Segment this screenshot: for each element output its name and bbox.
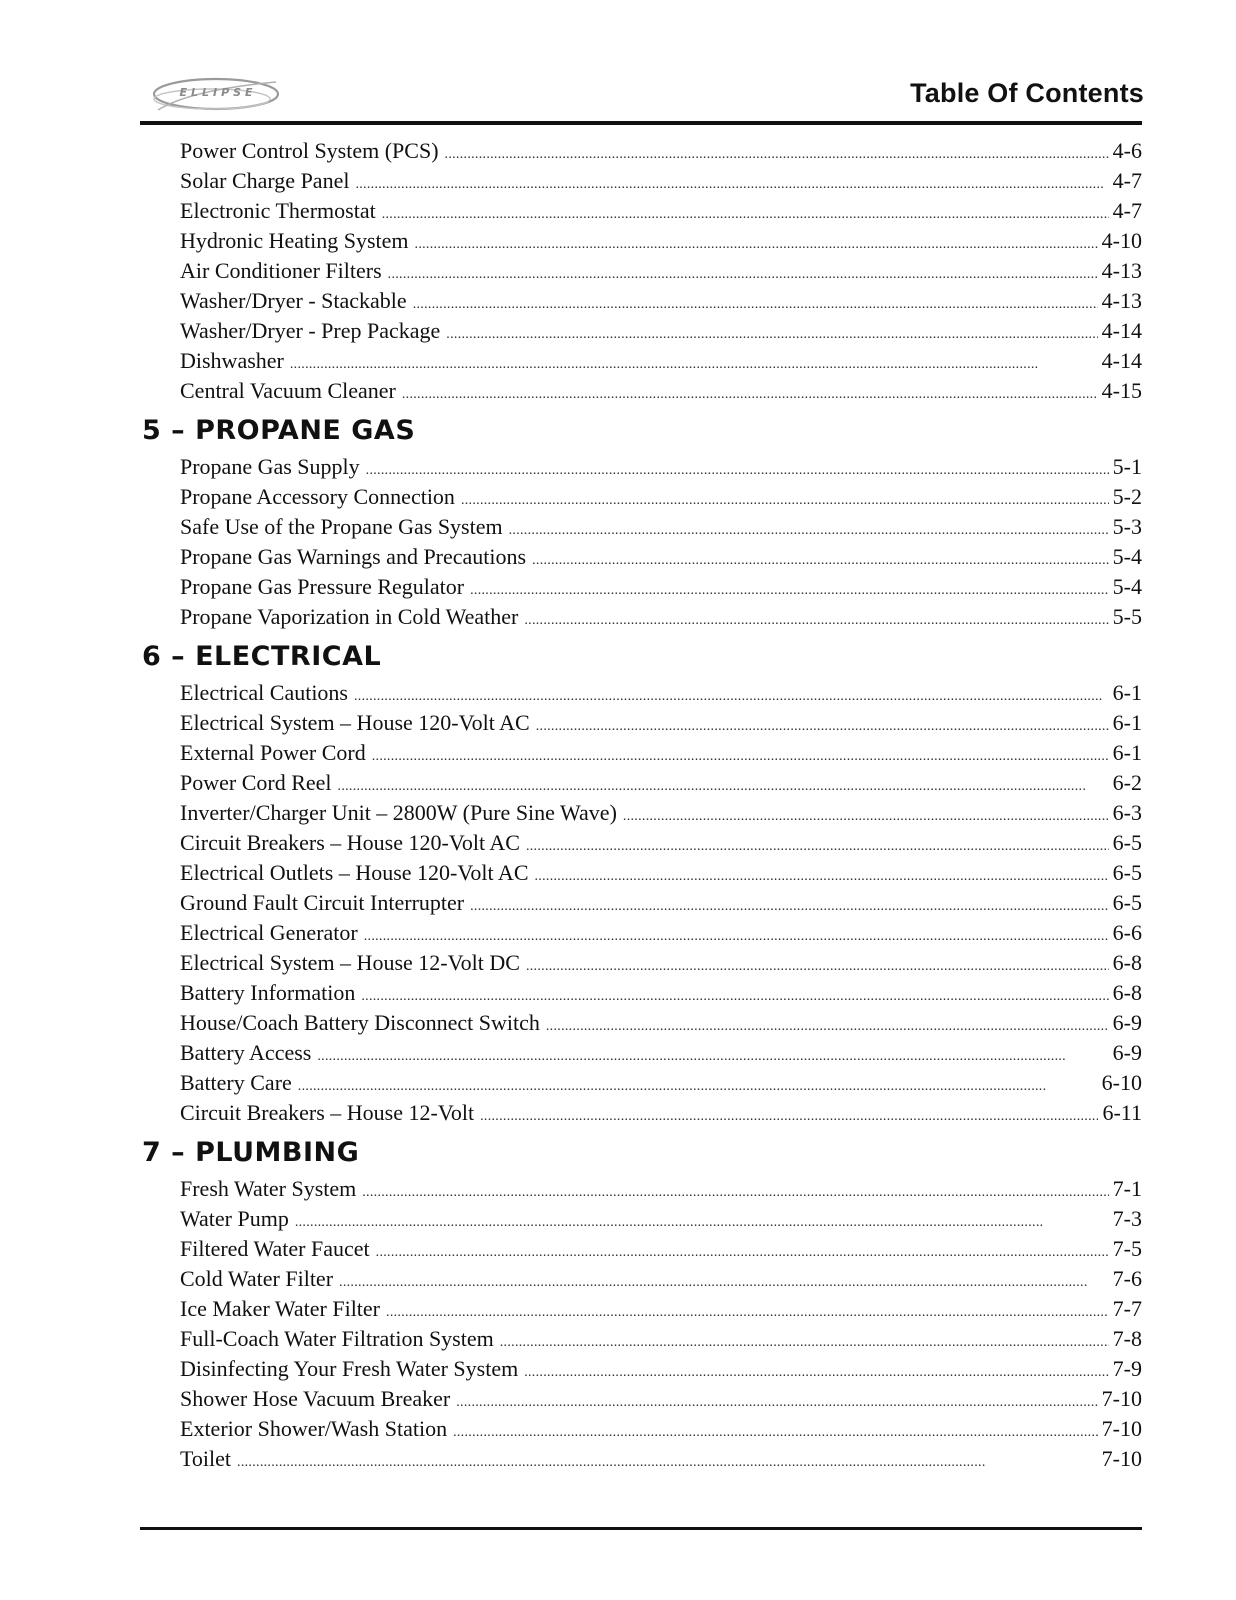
dot-leader (509, 512, 1109, 542)
dot-leader (524, 602, 1108, 632)
toc-entry-title: Electrical Outlets – House 120-Volt AC (180, 860, 529, 885)
toc-entry-title: Battery Information (180, 980, 356, 1005)
dot-leader (470, 572, 1109, 602)
toc-entry[interactable] (180, 768, 1142, 798)
toc-entry-page: 7-6 (1112, 1266, 1142, 1291)
dot-leader (338, 768, 1109, 798)
toc-entry-title: Circuit Breakers – House 12-Volt (180, 1100, 475, 1125)
toc-entry-page: 5-5 (1112, 604, 1142, 629)
toc-section (140, 632, 1142, 1128)
toc-entry[interactable] (180, 1324, 1142, 1354)
toc-entry-title: Disinfecting Your Fresh Water System (180, 1356, 519, 1381)
toc-entry[interactable] (180, 1174, 1142, 1204)
dot-leader (524, 1354, 1108, 1384)
toc-entry-title: Washer/Dryer - Stackable (180, 288, 407, 313)
toc-entry[interactable] (180, 602, 1142, 632)
toc-entry[interactable] (180, 482, 1142, 512)
toc-entry-page: 5-4 (1112, 574, 1142, 599)
dot-leader (362, 1174, 1108, 1204)
toc-entry-title: Battery Care (180, 1070, 292, 1095)
toc-entry-title: Water Pump (180, 1206, 289, 1231)
table-of-contents (140, 136, 1142, 1474)
toc-entry-title: External Power Cord (180, 740, 366, 765)
toc-entry-page: 4-14 (1101, 348, 1142, 373)
toc-entry-page: 5-1 (1112, 454, 1142, 479)
dot-leader (339, 1264, 1109, 1294)
toc-entry-page: 4-10 (1101, 228, 1142, 253)
toc-entry-page: 5-3 (1112, 514, 1142, 539)
dot-leader (366, 452, 1109, 482)
dot-leader (461, 482, 1109, 512)
toc-entry[interactable] (180, 1204, 1142, 1234)
page-title: Table Of Contents (910, 78, 1144, 108)
toc-entry-title: Propane Vaporization in Cold Weather (180, 604, 519, 629)
dot-leader (546, 1008, 1109, 1038)
toc-entry-page: 4-14 (1101, 318, 1142, 343)
toc-entry-page: 6-5 (1112, 890, 1142, 915)
toc-entry[interactable] (180, 136, 1142, 166)
toc-entry-title: Fresh Water System (180, 1176, 357, 1201)
toc-entry[interactable] (180, 708, 1142, 738)
toc-entry[interactable] (180, 1414, 1142, 1444)
toc-entry[interactable] (180, 978, 1142, 1008)
dot-leader (500, 1324, 1109, 1354)
dot-leader (382, 196, 1109, 226)
toc-entry-page: 5-2 (1112, 484, 1142, 509)
toc-entry[interactable] (180, 798, 1142, 828)
toc-entry-title: Propane Accessory Connection (180, 484, 455, 509)
toc-entry[interactable] (180, 1008, 1142, 1038)
toc-entry-page: 6-6 (1112, 920, 1142, 945)
toc-entry-title: Exterior Shower/Wash Station (180, 1416, 448, 1441)
toc-entry[interactable] (180, 196, 1142, 226)
toc-entry-title: Dishwasher (180, 348, 284, 373)
toc-entry-title: Ice Maker Water Filter (180, 1296, 381, 1321)
dot-leader (445, 136, 1109, 166)
dot-leader (386, 1294, 1109, 1324)
toc-entry-title: Central Vacuum Cleaner (180, 378, 396, 403)
dot-leader (535, 858, 1109, 888)
dot-leader (526, 948, 1109, 978)
dot-leader (290, 346, 1098, 376)
toc-entry-title: Shower Hose Vacuum Breaker (180, 1386, 451, 1411)
toc-entry-title: Power Control System (PCS) (180, 138, 439, 163)
dot-leader (376, 1234, 1109, 1264)
toc-entry-page: 7-10 (1101, 1446, 1142, 1471)
toc-entry[interactable] (180, 1444, 1142, 1474)
toc-entry-title: Cold Water Filter (180, 1266, 334, 1291)
dot-leader (415, 226, 1098, 256)
toc-entry-page: 4-7 (1112, 168, 1142, 193)
dot-leader (298, 1068, 1098, 1098)
dot-leader (480, 1098, 1098, 1128)
dot-leader (354, 678, 1109, 708)
dot-leader (456, 1384, 1097, 1414)
toc-entry[interactable] (180, 888, 1142, 918)
toc-entry-page: 4-6 (1112, 138, 1142, 163)
toc-entry[interactable] (180, 1234, 1142, 1264)
toc-entry[interactable] (180, 346, 1142, 376)
toc-entry-title: Electrical System – House 12-Volt DC (180, 950, 520, 975)
toc-entry[interactable] (180, 1294, 1142, 1324)
dot-leader (295, 1204, 1109, 1234)
logo-text: ELLIPSE (179, 86, 257, 99)
dot-leader (453, 1414, 1098, 1444)
toc-entry[interactable] (180, 1264, 1142, 1294)
dot-leader (364, 918, 1109, 948)
toc-entry[interactable] (180, 1068, 1142, 1098)
toc-entry-title: Propane Gas Pressure Regulator (180, 574, 465, 599)
section-heading[interactable]: 7 – PLUMBING (142, 1137, 360, 1168)
toc-entry-page: 6-11 (1102, 1100, 1142, 1125)
toc-entry-title: Filtered Water Faucet (180, 1236, 370, 1261)
toc-entry[interactable] (180, 376, 1142, 406)
toc-entry-page: 6-8 (1112, 980, 1142, 1005)
toc-entry-page: 7-5 (1112, 1236, 1142, 1261)
toc-entry-title: Propane Gas Supply (180, 454, 360, 479)
toc-entry-page: 6-1 (1112, 710, 1142, 735)
toc-entry-page: 6-1 (1112, 680, 1142, 705)
ellipse-logo (150, 70, 286, 118)
dot-leader (623, 798, 1109, 828)
toc-entry[interactable] (180, 1384, 1142, 1414)
toc-entry-title: Electrical Cautions (180, 680, 348, 705)
toc-entry-page: 7-9 (1112, 1356, 1142, 1381)
dot-leader (536, 708, 1109, 738)
toc-entry[interactable] (180, 542, 1142, 572)
toc-entry[interactable] (180, 316, 1142, 346)
toc-entry[interactable] (180, 1038, 1142, 1068)
toc-entry[interactable] (180, 1354, 1142, 1384)
toc-entry-page: 4-13 (1101, 258, 1142, 283)
toc-entry-page: 4-13 (1101, 288, 1142, 313)
toc-entry-title: Inverter/Charger Unit – 2800W (Pure Sine Wave) (180, 800, 617, 825)
toc-entry-page: 4-15 (1101, 378, 1142, 403)
toc-entry-title: Power Cord Reel (180, 770, 332, 795)
toc-entry-title: Hydronic Heating System (180, 228, 409, 253)
dot-leader (446, 316, 1097, 346)
toc-entry-title: Electrical System – House 120-Volt AC (180, 710, 530, 735)
toc-entry-page: 6-8 (1112, 950, 1142, 975)
toc-entry-page: 6-10 (1101, 1070, 1142, 1095)
dot-leader (317, 1038, 1108, 1068)
dot-leader (388, 256, 1098, 286)
toc-section (140, 406, 1142, 632)
toc-section (140, 1128, 1142, 1474)
footer-rule (140, 1527, 1142, 1530)
dot-leader (402, 376, 1098, 406)
toc-entry-page: 7-1 (1112, 1176, 1142, 1201)
toc-entry[interactable] (180, 1098, 1142, 1128)
dot-leader (413, 286, 1098, 316)
toc-entry[interactable] (180, 858, 1142, 888)
toc-entry-title: Propane Gas Warnings and Precautions (180, 544, 527, 569)
toc-entry-page: 7-7 (1112, 1296, 1142, 1321)
toc-entry-title: Electrical Generator (180, 920, 358, 945)
toc-entry-title: Toilet (180, 1446, 232, 1471)
dot-leader (470, 888, 1109, 918)
toc-entry[interactable] (180, 738, 1142, 768)
dot-leader (361, 978, 1108, 1008)
dot-leader (532, 542, 1109, 572)
toc-entry-page: 6-2 (1112, 770, 1142, 795)
toc-entry-page: 6-3 (1112, 800, 1142, 825)
toc-entry-title: Safe Use of the Propane Gas System (180, 514, 503, 539)
toc-entry-page: 5-4 (1112, 544, 1142, 569)
toc-entry-page: 6-9 (1112, 1040, 1142, 1065)
dot-leader (237, 1444, 1098, 1474)
toc-entry-title: Battery Access (180, 1040, 312, 1065)
toc-entry-title: Circuit Breakers – House 120-Volt AC (180, 830, 520, 855)
toc-sections (140, 406, 1142, 1474)
toc-entry-title: House/Coach Battery Disconnect Switch (180, 1010, 540, 1035)
toc-entry[interactable] (180, 452, 1142, 482)
section-heading[interactable]: 5 – PROPANE GAS (142, 415, 416, 446)
dot-leader (372, 738, 1109, 768)
toc-entry[interactable] (180, 286, 1142, 316)
header-rule (140, 121, 1142, 125)
toc-entry-page: 6-5 (1112, 860, 1142, 885)
toc-entry[interactable] (180, 226, 1142, 256)
toc-entry-page: 6-1 (1112, 740, 1142, 765)
toc-entry-page: 4-7 (1112, 198, 1142, 223)
toc-entry[interactable] (180, 948, 1142, 978)
continued-entries (140, 136, 1142, 406)
toc-entry[interactable] (180, 512, 1142, 542)
dot-leader (355, 166, 1108, 196)
toc-entry[interactable] (180, 918, 1142, 948)
toc-entry-title: Washer/Dryer - Prep Package (180, 318, 441, 343)
toc-entry-page: 7-10 (1101, 1416, 1142, 1441)
toc-entry[interactable] (180, 828, 1142, 858)
dot-leader (526, 828, 1109, 858)
toc-entry-page: 7-3 (1112, 1206, 1142, 1231)
toc-entry-title: Electronic Thermostat (180, 198, 376, 223)
toc-entry[interactable] (180, 572, 1142, 602)
toc-entry-page: 6-9 (1112, 1010, 1142, 1035)
toc-entry-title: Air Conditioner Filters (180, 258, 382, 283)
toc-entry-title: Ground Fault Circuit Interrupter (180, 890, 465, 915)
toc-entry[interactable] (180, 166, 1142, 196)
section-heading[interactable]: 6 – ELECTRICAL (142, 641, 382, 672)
toc-entry-page: 7-8 (1112, 1326, 1142, 1351)
toc-entry-title: Full-Coach Water Filtration System (180, 1326, 494, 1351)
toc-entry-page: 6-5 (1112, 830, 1142, 855)
toc-entry-page: 7-10 (1101, 1386, 1142, 1411)
toc-entry[interactable] (180, 256, 1142, 286)
toc-entry[interactable] (180, 678, 1142, 708)
toc-entry-title: Solar Charge Panel (180, 168, 350, 193)
